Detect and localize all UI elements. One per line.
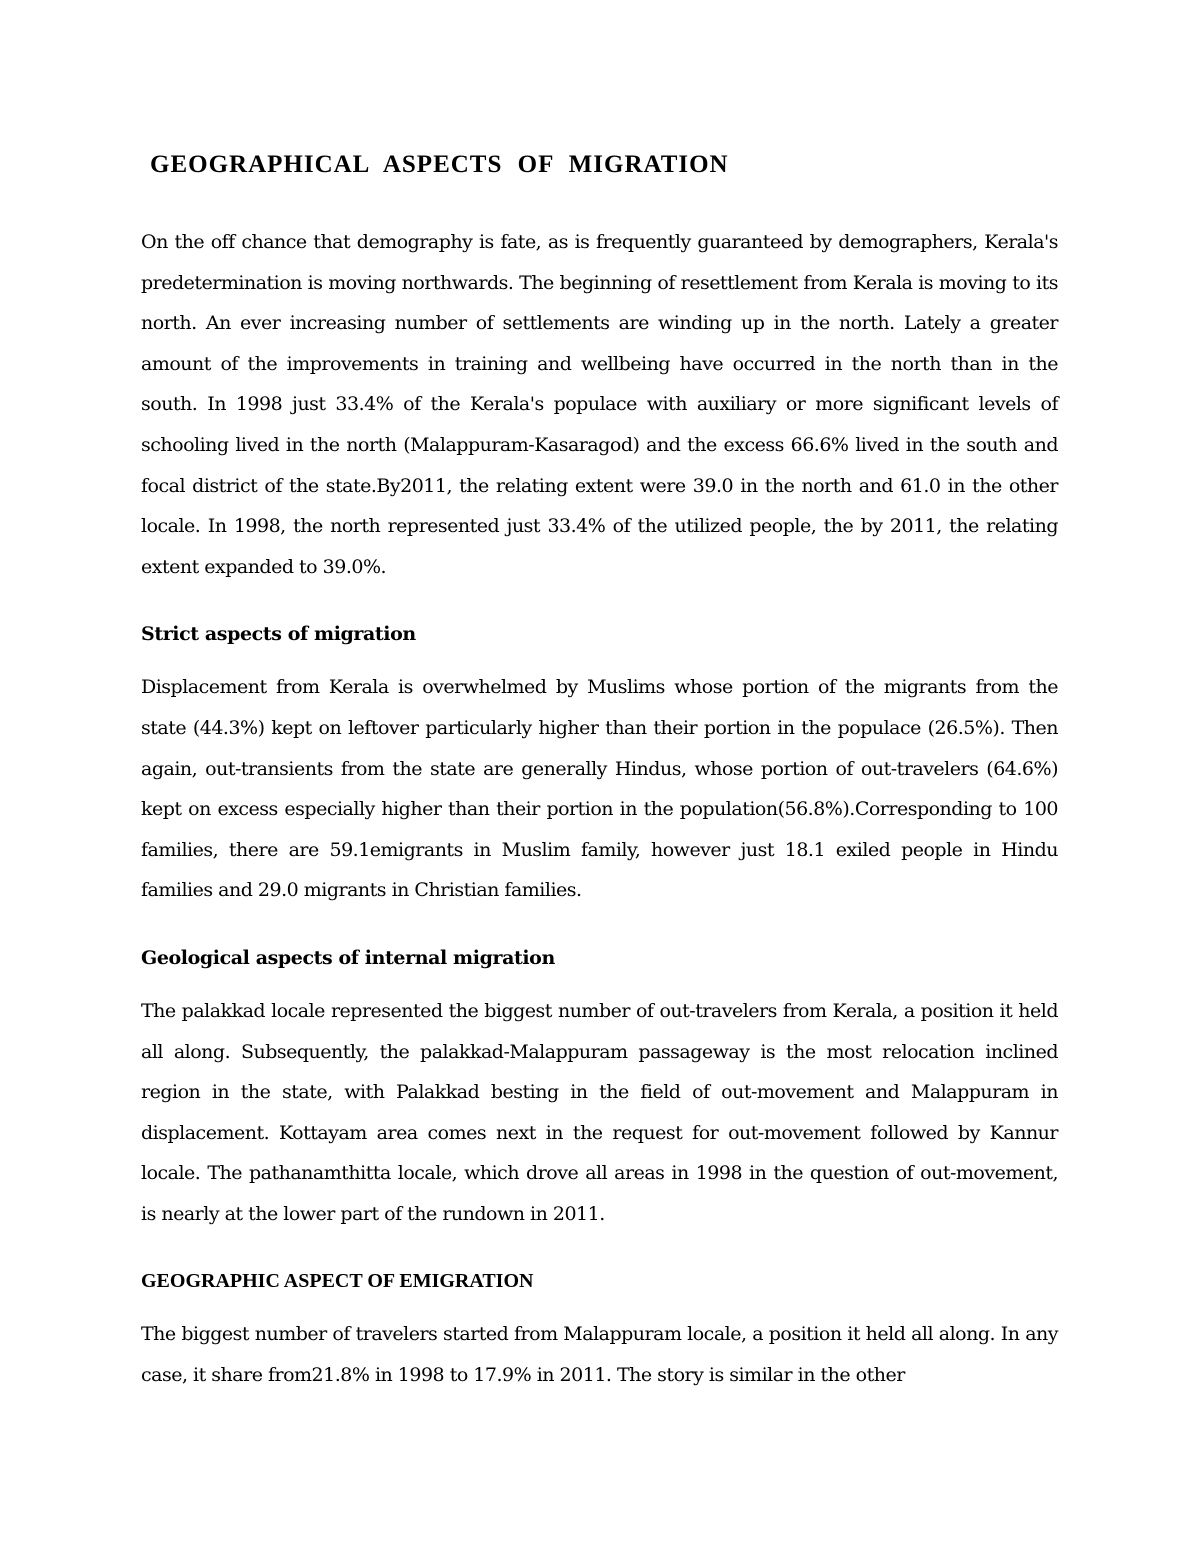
document-title: GEOGRAPHICAL ASPECTS OF MIGRATION	[150, 151, 729, 178]
section-paragraph-strict-aspects: Displacement from Kerala is overwhelmed by Muslims whose portion of the migrants from the state (44.3%) kept on leftover particularly higher than their portion in the populace (26.5%). Then again, out-transients from the state are generally Hindus, whose portion of out-travelers (64.6%) kept on excess especially higher than their portion in the population(56.8%).Corresponding to 100 families, there are 59.1emigrants in Muslim family, however just 18.1 exiled people in Hindu families and 29.0 migrants in Christian families.	[141, 676, 1058, 902]
intro-paragraph: On the off chance that demography is fate, as is frequently guaranteed by demographers, Kerala's predetermination is moving northwards. The beginning of resettlement from Kerala is moving to its north. An ever increasing number of settlements are winding up in the north. Lately a greater amount of the improvements in training and wellbeing have occurred in the north than in the south. In 1998 just 33.4% of the Kerala's populace with auxiliary or more significant levels of schooling lived in the north (Malappuram-Kasaragod) and the excess 66.6% lived in the south and focal district of the state.By2011, the relating extent were 39.0 in the north and 61.0 in the other locale. In 1998, the north represented just 33.4% of the utilized people, the by 2011, the relating extent expanded to 39.0%.	[141, 231, 1058, 578]
section-heading-emigration: GEOGRAPHIC ASPECT OF EMIGRATION	[141, 1270, 534, 1293]
document-body	[141, 150, 1058, 1396]
section-heading-internal-migration: Geological aspects of internal migration	[141, 946, 555, 969]
section-paragraph-emigration: The biggest number of travelers started from Malappuram locale, a position it held all along. In any case, it share from21.8% in 1998 to 17.9% in 2011. The story is similar in the other	[141, 1323, 1058, 1387]
section-paragraph-internal-migration: The palakkad locale represented the biggest number of out-travelers from Kerala, a position it held all along. Subsequently, the palakkad-Malappuram passageway is the most relocation inclined region in the state, with Palakkad besting in the field of out-movement and Malappuram in displacement. Kottayam area comes next in the request for out-movement followed by Kannur locale. The pathanamthitta locale, which drove all areas in 1998 in the question of out-movement, is nearly at the lower part of the rundown in 2011.	[141, 999, 1058, 1225]
section-heading-strict-aspects: Strict aspects of migration	[141, 623, 416, 646]
